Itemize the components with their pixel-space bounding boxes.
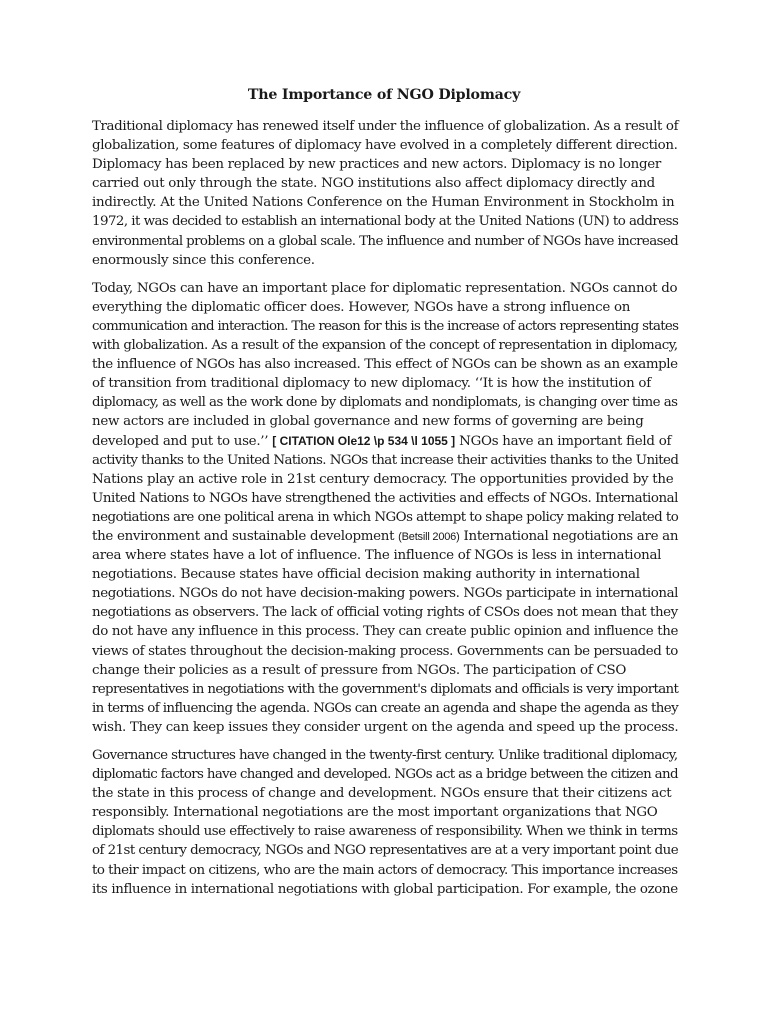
text-segment: in terms of influencing the agenda. NGOs can create an agenda and shape the agenda as they	[92, 700, 679, 716]
text-segment: negotiations as observers. The lack of official voting rights of CSOs does not mean that they	[92, 605, 678, 621]
text-segment: the environment and sustainable development	[92, 528, 399, 544]
text-line	[92, 174, 678, 193]
text-segment: representatives in negotiations with the government's diplomats and officials is very important	[92, 681, 679, 697]
text-line	[92, 822, 678, 841]
text-segment: communication and interaction. The reason for this is the increase of actors representing states	[92, 318, 679, 334]
text-line	[92, 470, 678, 489]
paragraph-2	[92, 279, 678, 737]
text-line	[92, 880, 678, 899]
text-segment: indirectly. At the United Nations Conference on the Human Environment in Stockholm in	[92, 195, 675, 211]
paragraph-gap	[92, 737, 678, 746]
text-line	[92, 765, 678, 784]
text-segment: Nations play an active role in 21st century democracy. The opportunities provided by the	[92, 471, 674, 487]
text-segment: wish. They can keep issues they consider urgent on the agenda and speed up the process.	[92, 719, 679, 735]
paragraph-1	[92, 117, 678, 270]
text-segment: diplomacy, as well as the work done by diplomats and nondiplomats, is changing over time as	[92, 395, 678, 411]
text-segment: International negotiations are an	[459, 528, 679, 544]
text-segment: its influence in international negotiations with global participation. For example, the ozone	[92, 881, 678, 897]
text-line	[92, 279, 678, 298]
text-line	[92, 155, 678, 174]
text-segment: Diplomacy has been replaced by new practices and new actors. Diplomacy is no longer	[92, 157, 662, 173]
text-segment: environmental problems on a global scale. The influence and number of NGOs have increased	[92, 233, 679, 249]
text-line	[92, 718, 678, 737]
text-segment: globalization, some features of diplomacy have evolved in a completely different direction.	[92, 138, 678, 154]
text-segment: diplomatic factors have changed and developed. NGOs act as a bridge between the citizen and	[92, 767, 678, 783]
text-segment: of 21st century democracy, NGOs and NGO representatives are at a very important point due	[92, 843, 679, 859]
text-line	[92, 803, 678, 822]
text-line	[92, 508, 678, 527]
text-segment: area where states have a lot of influence. The influence of NGOs is less in international	[92, 548, 662, 564]
text-line	[92, 451, 678, 470]
text-line	[92, 193, 678, 212]
text-segment: everything the diplomatic officer does. However, NGOs have a strong influence on	[92, 299, 631, 315]
inline-citation: (Betsill 2006)	[398, 530, 460, 543]
paragraph-3	[92, 746, 678, 899]
text-line	[92, 489, 678, 508]
text-line	[92, 374, 678, 393]
text-line	[92, 661, 678, 680]
citation-field: [ CITATION Ole12 \p 534 \l 1055 ]	[272, 433, 456, 448]
text-segment: views of states throughout the decision-making process. Governments can be persuaded to	[92, 643, 678, 659]
text-line	[92, 232, 678, 251]
text-segment: 1972, it was decided to establish an international body at the United Nations (UN) to address	[92, 214, 679, 230]
text-segment: with globalization. As a result of the expansion of the concept of representation in diplomacy,	[92, 338, 678, 354]
text-segment: negotiations. NGOs do not have decision-making powers. NGOs participate in international	[92, 586, 679, 602]
text-segment: enormously since this conference.	[92, 252, 315, 268]
text-line	[92, 841, 678, 860]
text-segment: the influence of NGOs has also increased. This effect of NGOs can be shown as an example	[92, 357, 678, 373]
text-line	[92, 527, 678, 546]
text-line	[92, 622, 678, 641]
text-line	[92, 317, 678, 336]
text-line	[92, 432, 678, 451]
text-segment: new actors are included in global governance and new forms of governing are being	[92, 414, 644, 430]
text-line	[92, 746, 678, 765]
text-line	[92, 584, 678, 603]
text-segment: negotiations. Because states have official decision making authority in international	[92, 567, 640, 583]
text-line	[92, 136, 678, 155]
text-segment: to their impact on citizens, who are the main actors of democracy. This importance increases	[92, 862, 678, 878]
text-segment: change their policies as a result of pressure from NGOs. The participation of CSO	[92, 662, 627, 678]
text-segment: responsibly. International negotiations are the most important organizations that NGO	[92, 805, 658, 821]
text-segment: United Nations to NGOs have strengthened the activities and effects of NGOs. International	[92, 490, 678, 506]
text-segment: the state in this process of change and development. NGOs ensure that their citizens act	[92, 786, 672, 802]
text-line	[92, 355, 678, 374]
text-line	[92, 546, 678, 565]
document-title: The Importance of NGO Diplomacy	[247, 87, 521, 103]
text-line	[92, 784, 678, 803]
text-line	[92, 212, 678, 231]
text-segment: Traditional diplomacy has renewed itself under the influence of globalization. As a result of	[92, 119, 679, 134]
document-body	[92, 117, 678, 899]
text-line	[92, 680, 678, 699]
text-line	[92, 336, 678, 355]
text-line	[92, 412, 678, 431]
text-segment: Governance structures have changed in the twenty-first century. Unlike traditional diplomacy,	[92, 748, 678, 763]
text-segment: NGOs have an important field of	[455, 433, 672, 449]
text-segment: developed and put to use.’’	[92, 433, 273, 449]
text-segment: of transition from traditional diplomacy to new diplomacy. ‘‘It is how the institution of	[92, 376, 651, 392]
text-segment: Today, NGOs can have an important place for diplomatic representation. NGOs cannot do	[92, 280, 678, 296]
paragraph-gap	[92, 270, 678, 279]
text-segment: do not have any influence in this process. They can create public opinion and influence the	[92, 624, 679, 640]
text-line	[92, 117, 678, 136]
text-line	[92, 251, 678, 270]
text-segment: activity thanks to the United Nations. NGOs that increase their activities thanks to the United	[92, 452, 679, 468]
text-segment: carried out only through the state. NGO institutions also affect diplomacy directly and	[92, 176, 655, 192]
text-line	[92, 603, 678, 622]
text-line	[92, 642, 678, 661]
text-segment: negotiations are one political arena in which NGOs attempt to shape policy making related to	[92, 509, 679, 525]
text-line	[92, 861, 678, 880]
text-line	[92, 298, 678, 317]
text-segment: diplomats should use effectively to raise awareness of responsibility. When we think in terms	[92, 824, 678, 840]
text-line	[92, 393, 678, 412]
text-line	[92, 699, 678, 718]
text-line	[92, 565, 678, 584]
